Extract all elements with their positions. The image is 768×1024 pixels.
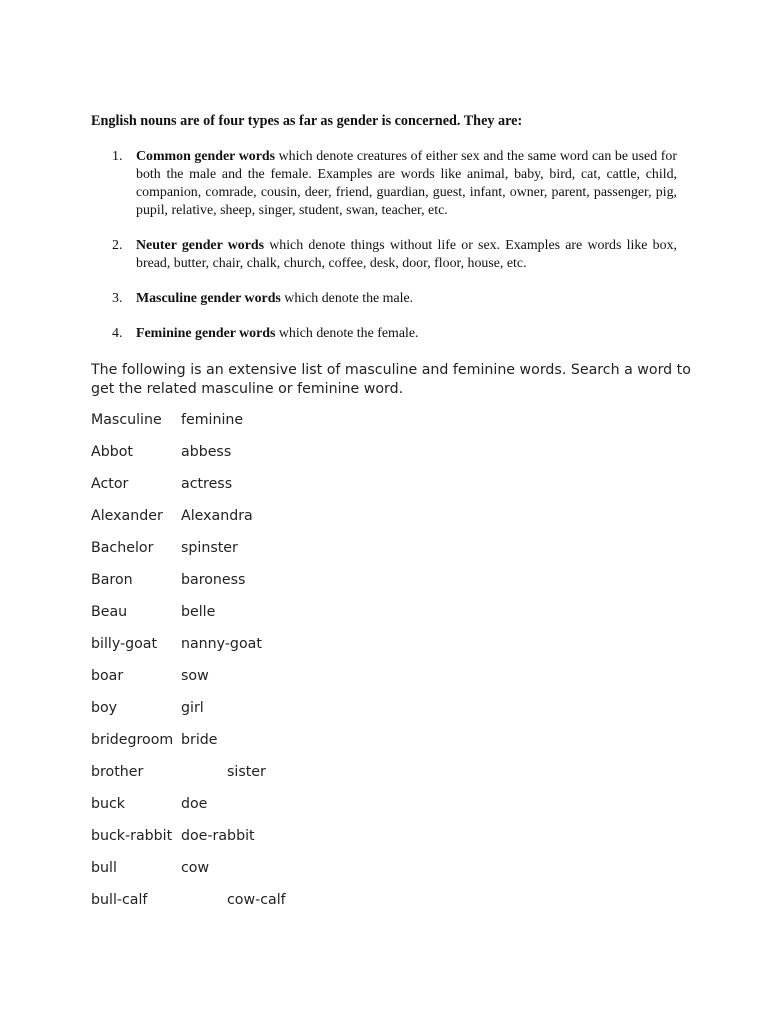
feminine-word: girl bbox=[181, 700, 204, 716]
feminine-word: doe bbox=[181, 796, 208, 812]
feminine-word: belle bbox=[181, 604, 216, 620]
feminine-word: abbess bbox=[181, 444, 232, 460]
list-item-description: which denote things without life or sex. Examples are words like box, bread, butter, chair, chalk, church, coffee, desk, door, floor, house, etc. bbox=[136, 238, 677, 271]
list-item-term: Masculine gender words bbox=[136, 291, 281, 306]
list-item bbox=[0, 325, 768, 343]
list-item-body bbox=[136, 148, 677, 220]
column-header-feminine: feminine bbox=[181, 412, 244, 428]
gender-types-list bbox=[0, 148, 768, 360]
list-item-body bbox=[136, 290, 677, 308]
feminine-word: actress bbox=[181, 476, 233, 492]
feminine-word: spinster bbox=[181, 540, 238, 556]
masculine-word: boar bbox=[91, 668, 124, 684]
list-item-description: which denote creatures of either sex and the same word can be used for both the male and the female. Examples are words like animal, baby, bird, cat, cattle, child, companion, comrade, cousin, deer, friend, guardian, guest, infant, owner, parent, passenger, pig, pupil, relative, sheep, singer, student, swan, teacher, etc. bbox=[136, 149, 677, 218]
list-item bbox=[0, 237, 768, 273]
feminine-word: baroness bbox=[181, 572, 246, 588]
masculine-word: bull bbox=[91, 860, 117, 876]
list-item-number: 4. bbox=[112, 326, 123, 341]
masculine-word: Actor bbox=[91, 476, 129, 492]
feminine-word: sister bbox=[227, 764, 266, 780]
masculine-word: buck-rabbit bbox=[91, 828, 173, 844]
masculine-word: bridegroom bbox=[91, 732, 174, 748]
feminine-word: bride bbox=[181, 732, 218, 748]
feminine-word: Alexandra bbox=[181, 508, 253, 524]
list-item-description: which denote the male. bbox=[280, 291, 414, 306]
feminine-word: sow bbox=[181, 668, 209, 684]
list-item-number: 1. bbox=[112, 149, 123, 164]
list-item bbox=[0, 148, 768, 220]
list-item-number: 2. bbox=[112, 238, 123, 253]
masculine-word: bull-calf bbox=[91, 892, 148, 908]
masculine-word: billy-goat bbox=[91, 636, 158, 652]
list-item bbox=[0, 290, 768, 308]
masculine-word: Alexander bbox=[91, 508, 163, 524]
list-item-description: which denote the female. bbox=[275, 326, 419, 341]
column-header-masculine: Masculine bbox=[91, 412, 162, 428]
intro-paragraph: The following is an extensive list of masculine and feminine words. Search a word to get the related masculine or feminine word. bbox=[91, 362, 691, 397]
feminine-word: nanny-goat bbox=[181, 636, 262, 652]
list-item-number: 3. bbox=[112, 291, 123, 306]
list-item-term: Feminine gender words bbox=[136, 326, 276, 341]
masculine-word: buck bbox=[91, 796, 126, 812]
masculine-word: boy bbox=[91, 700, 118, 716]
feminine-word: cow bbox=[181, 860, 210, 876]
document-heading: English nouns are of four types as far as gender is concerned. They are: bbox=[91, 113, 523, 129]
masculine-word: Abbot bbox=[91, 444, 133, 460]
masculine-word: brother bbox=[91, 764, 144, 780]
list-item-body bbox=[136, 325, 677, 343]
list-item-term: Neuter gender words bbox=[136, 238, 264, 253]
list-item-term: Common gender words bbox=[136, 149, 275, 164]
feminine-word: cow-calf bbox=[227, 892, 286, 908]
feminine-word: doe-rabbit bbox=[181, 828, 255, 844]
masculine-word: Beau bbox=[91, 604, 128, 620]
masculine-word: Baron bbox=[91, 572, 133, 588]
masculine-word: Bachelor bbox=[91, 540, 154, 556]
list-item-body bbox=[136, 237, 677, 273]
